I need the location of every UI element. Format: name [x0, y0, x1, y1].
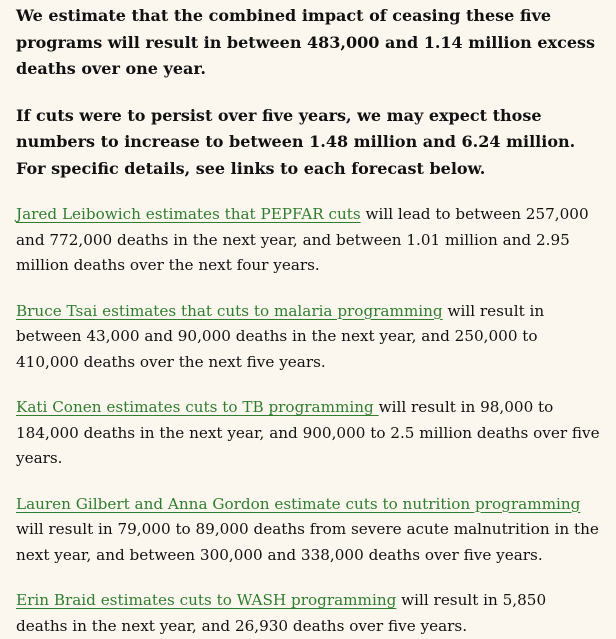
summary-paragraph-one: We estimate that the combined impact of ceasing these five programs will result in between 483,000 and 1.14 million excess deaths over one year.: [16, 6, 596, 78]
forecast-tb-link[interactable]: Kati Conen estimates cuts to TB programming: [16, 398, 379, 416]
summary-paragraph-two: If cuts were to persist over five years, we may expect those numbers to increase to between 1.48 million and 6.24 million. For specific details, see links to each forecast below.: [16, 105, 576, 178]
forecast-pepfar: [16, 202, 600, 279]
forecast-nutrition-link[interactable]: Lauren Gilbert and Anna Gordon estimate cuts to nutrition programming: [16, 494, 581, 513]
forecast-malaria-text: will result in between 43,000 and 90,000 deaths in the next year, and 250,000 to 410,000 deaths over the next five years.: [16, 301, 545, 371]
forecast-wash: [16, 588, 600, 639]
forecast-wash-link[interactable]: Erin Braid estimates cuts to WASH programming: [16, 591, 397, 609]
forecast-tb: [16, 395, 600, 472]
forecast-nutrition: [16, 492, 600, 569]
forecast-pepfar-link[interactable]: Jared Leibowich estimates that PEPFAR cuts: [16, 205, 361, 223]
forecast-wash-text: will result in 5,850 deaths in the next year, and 26,930 deaths over five years.: [16, 591, 547, 635]
forecast-malaria: [16, 299, 600, 376]
forecast-tb-text: will result in 98,000 to 184,000 deaths in the next year, and 900,000 to 2.5 million deaths over five years.: [16, 398, 600, 467]
forecast-nutrition-text: will result in 79,000 to 89,000 deaths from severe acute malnutrition in the next year, and between 300,000 and 338,000 deaths over five years.: [16, 520, 599, 564]
forecast-malaria-link[interactable]: Bruce Tsai estimates that cuts to malaria programming: [16, 301, 443, 320]
forecast-pepfar-text: will lead to between 257,000 and 772,000 deaths in the next year, and between 1.01 million and 2.95 million deaths over the next four years.: [16, 205, 589, 274]
